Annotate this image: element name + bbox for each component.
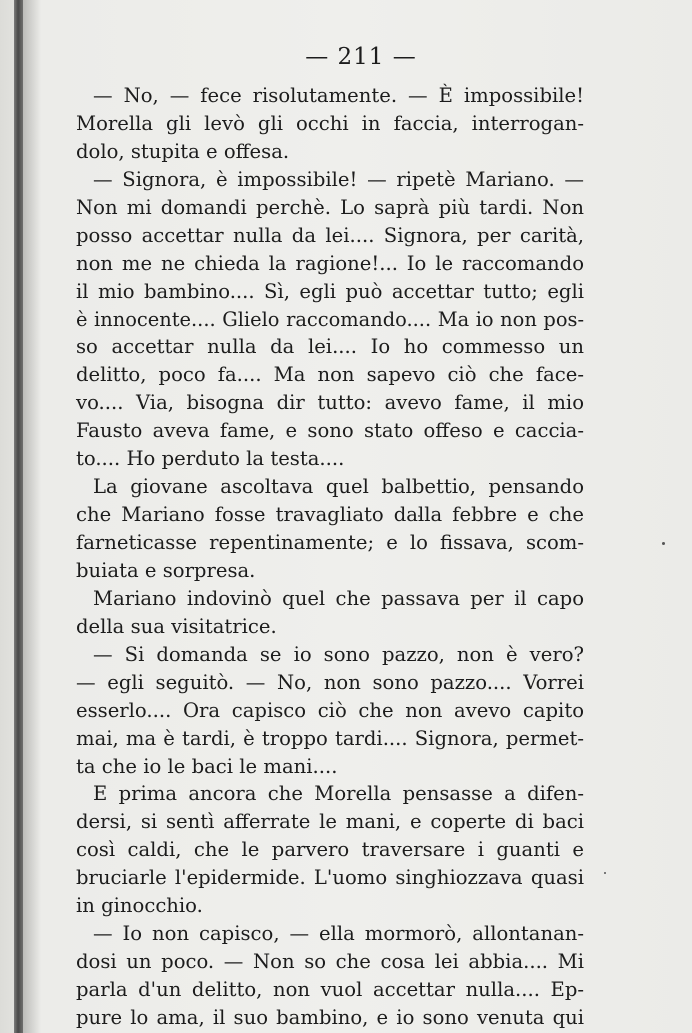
text-line: dosi un poco. — Non so che cosa lei abbia.... Mi xyxy=(76,950,584,974)
text-line: Non mi domandi perchè. Lo saprà più tardi. Non xyxy=(76,195,584,219)
text-line: il mio bambino.... Sì, egli può accettar tutto; egli xyxy=(76,279,584,303)
text-line: Fausto aveva fame, e sono stato offeso e caccia- xyxy=(76,419,584,443)
book-binding-edge xyxy=(14,0,23,1033)
text-line: posso accettar nulla da lei.... Signora, per carità, xyxy=(76,223,584,247)
text-line: — Signora, è impossibile! — ripetè Mariano. — xyxy=(93,167,584,191)
text-line: La giovane ascoltava quel balbettio, pensando xyxy=(93,475,584,499)
text-line: — egli seguitò. — No, non sono pazzo.... Vorrei xyxy=(76,670,584,694)
text-line: ta che io le baci le mani.... xyxy=(76,754,338,778)
text-line: dolo, stupita e offesa. xyxy=(76,139,290,163)
text-line: della sua visitatrice. xyxy=(76,614,277,638)
text-line: Mariano indovinò quel che passava per il capo xyxy=(93,586,584,610)
text-line: che Mariano fosse travagliato dalla febbre e che xyxy=(76,503,584,527)
body-text xyxy=(76,82,584,1032)
text-line: bruciarle l'epidermide. L'uomo singhiozzava quasi xyxy=(76,866,584,890)
text-line: E prima ancora che Morella pensasse a difen- xyxy=(93,782,584,806)
text-line: so accettar nulla da lei.... Io ho commesso un xyxy=(76,335,584,359)
text-line: to.... Ho perduto la testa.... xyxy=(76,447,345,471)
text-line: buiata e sorpresa. xyxy=(76,558,256,582)
text-line: — No, — fece risolutamente. — È impossibile! xyxy=(93,84,584,107)
text-line: mai, ma è tardi, è troppo tardi.... Signora, permet- xyxy=(76,726,584,750)
page-number: — 211 — xyxy=(305,44,417,70)
text-line: in ginocchio. xyxy=(76,894,203,918)
text-line: così caldi, che le parvero traversare i guanti e xyxy=(76,838,584,862)
text-line: dersi, si sentì afferrate le mani, e coperte di baci xyxy=(76,810,584,834)
text-line: vo.... Via, bisogna dir tutto: avevo fame, il mio xyxy=(76,391,584,415)
text-line: è innocente.... Glielo raccomando.... Ma io non pos- xyxy=(76,307,584,331)
text-line: — Si domanda se io sono pazzo, non è vero? xyxy=(93,642,584,666)
text-line: non me ne chieda la ragione!... Io le raccomando xyxy=(76,251,584,275)
text-line: Morella gli levò gli occhi in faccia, interrogan- xyxy=(76,111,584,135)
text-line: parla d'un delitto, non vuol accettar nulla.... Ep- xyxy=(76,978,584,1001)
text-line: delitto, poco fa.... Ma non sapevo ciò che face- xyxy=(76,363,584,387)
text-line: farneticasse repentinamente; e lo fissava, scom- xyxy=(76,531,584,554)
text-line: esserlo.... Ora capisco ciò che non avevo capito xyxy=(76,698,584,722)
binding-shadow xyxy=(23,0,41,1033)
text-line: — Io non capisco, — ella mormorò, allontanan- xyxy=(93,922,584,946)
text-line: pure lo ama, il suo bambino, e io sono venuta qui xyxy=(76,1005,584,1029)
